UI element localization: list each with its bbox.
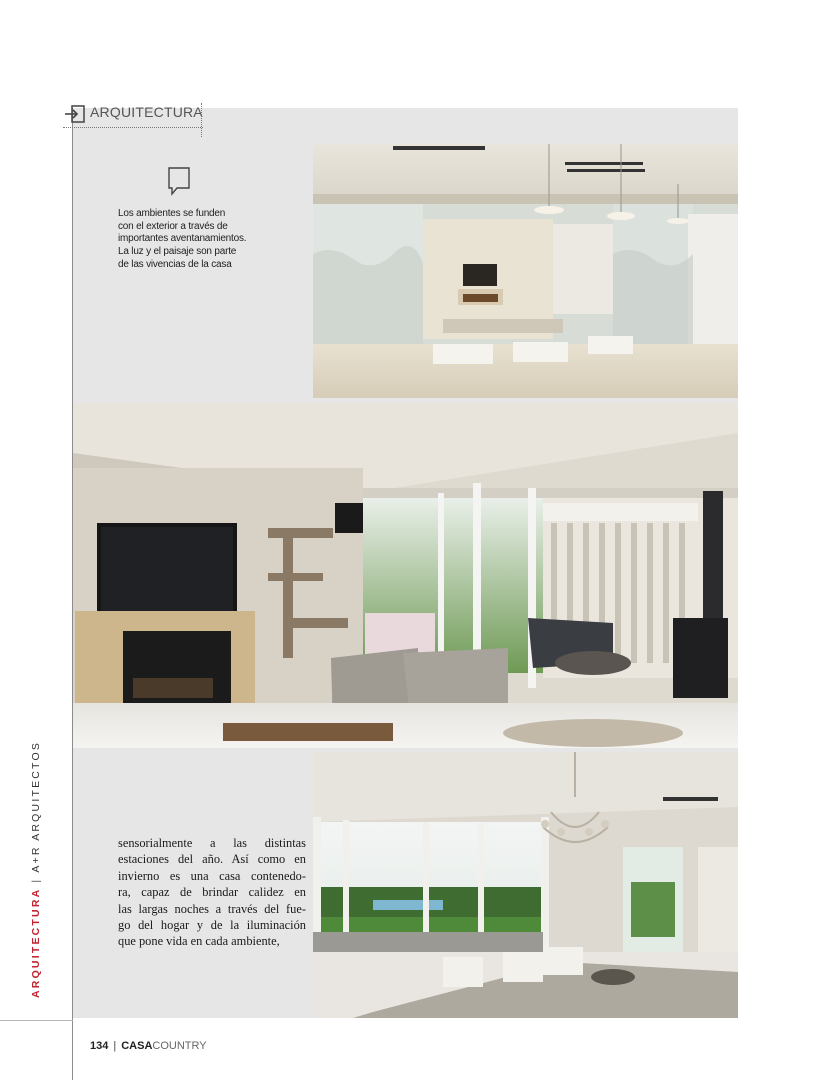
side-separator: |	[30, 877, 42, 883]
side-firm-name: A+R ARQUITECTOS	[30, 740, 42, 873]
dining-room-through-glass-photo	[313, 144, 738, 398]
enter-arrow-icon	[65, 105, 85, 123]
section-title: ARQUITECTURA	[90, 104, 203, 120]
footer-rule	[0, 1020, 73, 1021]
caption-line: Los ambientes se funden	[118, 208, 226, 219]
section-header	[63, 103, 203, 137]
caption-line: con el exterior a través de	[118, 220, 228, 232]
body-line: sensorialmente a las distintas	[118, 836, 306, 850]
caption-line: de las vivencias de la casa	[118, 258, 232, 270]
body-line: ra, capaz de brindar calidez en	[118, 885, 306, 900]
dining-room-chandelier-photo	[313, 752, 738, 1018]
page-number: 134	[90, 1040, 109, 1052]
side-section-name: ARQUITECTURA	[30, 887, 42, 998]
magazine-name-bold: CASA	[121, 1040, 153, 1052]
caption-line: La luz y el paisaje son parte	[118, 246, 237, 258]
body-line: go del hogar y de la iluminación	[118, 918, 306, 933]
header-dotted-line	[63, 127, 203, 128]
body-line: que pone vida en cada ambiente,	[118, 934, 280, 949]
living-room-fireplace-photo	[73, 403, 738, 748]
photo-caption	[118, 208, 268, 272]
page-footer	[90, 1040, 207, 1052]
magazine-name-light: COUNTRY	[152, 1040, 207, 1052]
caption-line: importantes aventanamientos.	[118, 233, 247, 245]
body-line: estaciones del año. Así como en	[118, 852, 306, 867]
body-line: las largas noches a través del fue-	[118, 901, 306, 916]
body-line: invierno es una casa contenedo-	[118, 868, 306, 883]
article-body	[118, 835, 306, 950]
footer-separator: |	[113, 1040, 117, 1052]
vertical-section-label	[30, 741, 42, 998]
speech-bubble-icon	[167, 166, 191, 196]
header-dotted-divider	[201, 103, 202, 137]
